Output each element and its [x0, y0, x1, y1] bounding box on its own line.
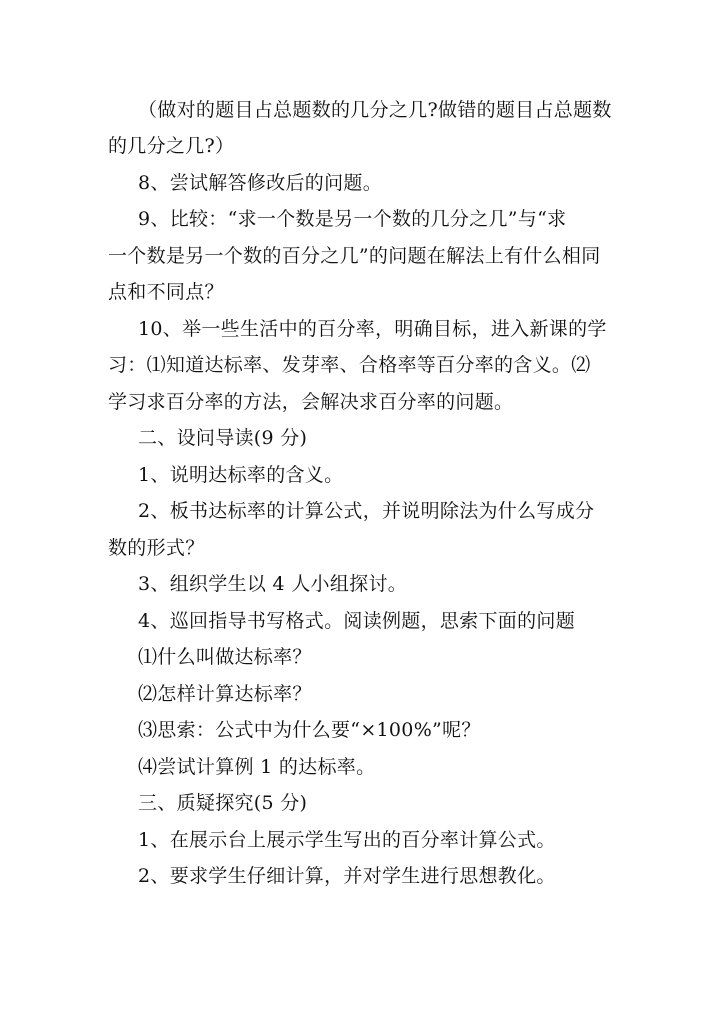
- text-line: 4、巡回指导书写格式。阅读例题，思索下面的问题: [138, 610, 575, 632]
- text-line: 点和不同点？: [108, 281, 224, 303]
- text-line: 学习求百分率的方法，会解决求百分率的问题。: [108, 391, 514, 413]
- text-line: ⑴什么叫做达标率？: [138, 646, 312, 668]
- text-line: （做对的题目占总题数的几分之几?做错的题目占总题数: [138, 99, 612, 121]
- text-line: 的几分之几?）: [108, 135, 235, 157]
- text-line: 10、举一些生活中的百分率，明确目标，进入新课的学: [138, 318, 607, 340]
- section-heading: 三、质疑探究(5 分): [138, 792, 308, 814]
- section-heading: 二、设问导读(9 分): [138, 427, 308, 449]
- text-line: 1、在展示台上展示学生写出的百分率计算公式。: [138, 829, 556, 851]
- text-line: 数的形式？: [108, 537, 205, 559]
- text-line: 1、说明达标率的含义。: [138, 464, 344, 486]
- text-line: 习：⑴知道达标率、发芽率、合格率等百分率的含义。⑵: [108, 354, 591, 376]
- text-line: ⑷尝试计算例 1 的达标率。: [138, 756, 376, 778]
- text-line: 8、尝试解答修改后的问题。: [138, 172, 382, 194]
- text-line: 9、比较：“求一个数是另一个数的几分之几”与“求: [138, 208, 567, 230]
- text-line: 3、组织学生以 4 人小组探讨。: [138, 573, 408, 595]
- text-line: ⑶思索：公式中为什么要“×100%”呢？: [138, 719, 481, 741]
- text-line: 一个数是另一个数的百分之几”的问题在解法上有什么相同: [108, 245, 601, 267]
- text-line: 2、要求学生仔细计算，并对学生进行思想教化。: [138, 865, 556, 887]
- text-line: ⑵怎样计算达标率？: [138, 683, 312, 705]
- text-line: 2、板书达标率的计算公式，并说明除法为什么写成分: [138, 500, 595, 522]
